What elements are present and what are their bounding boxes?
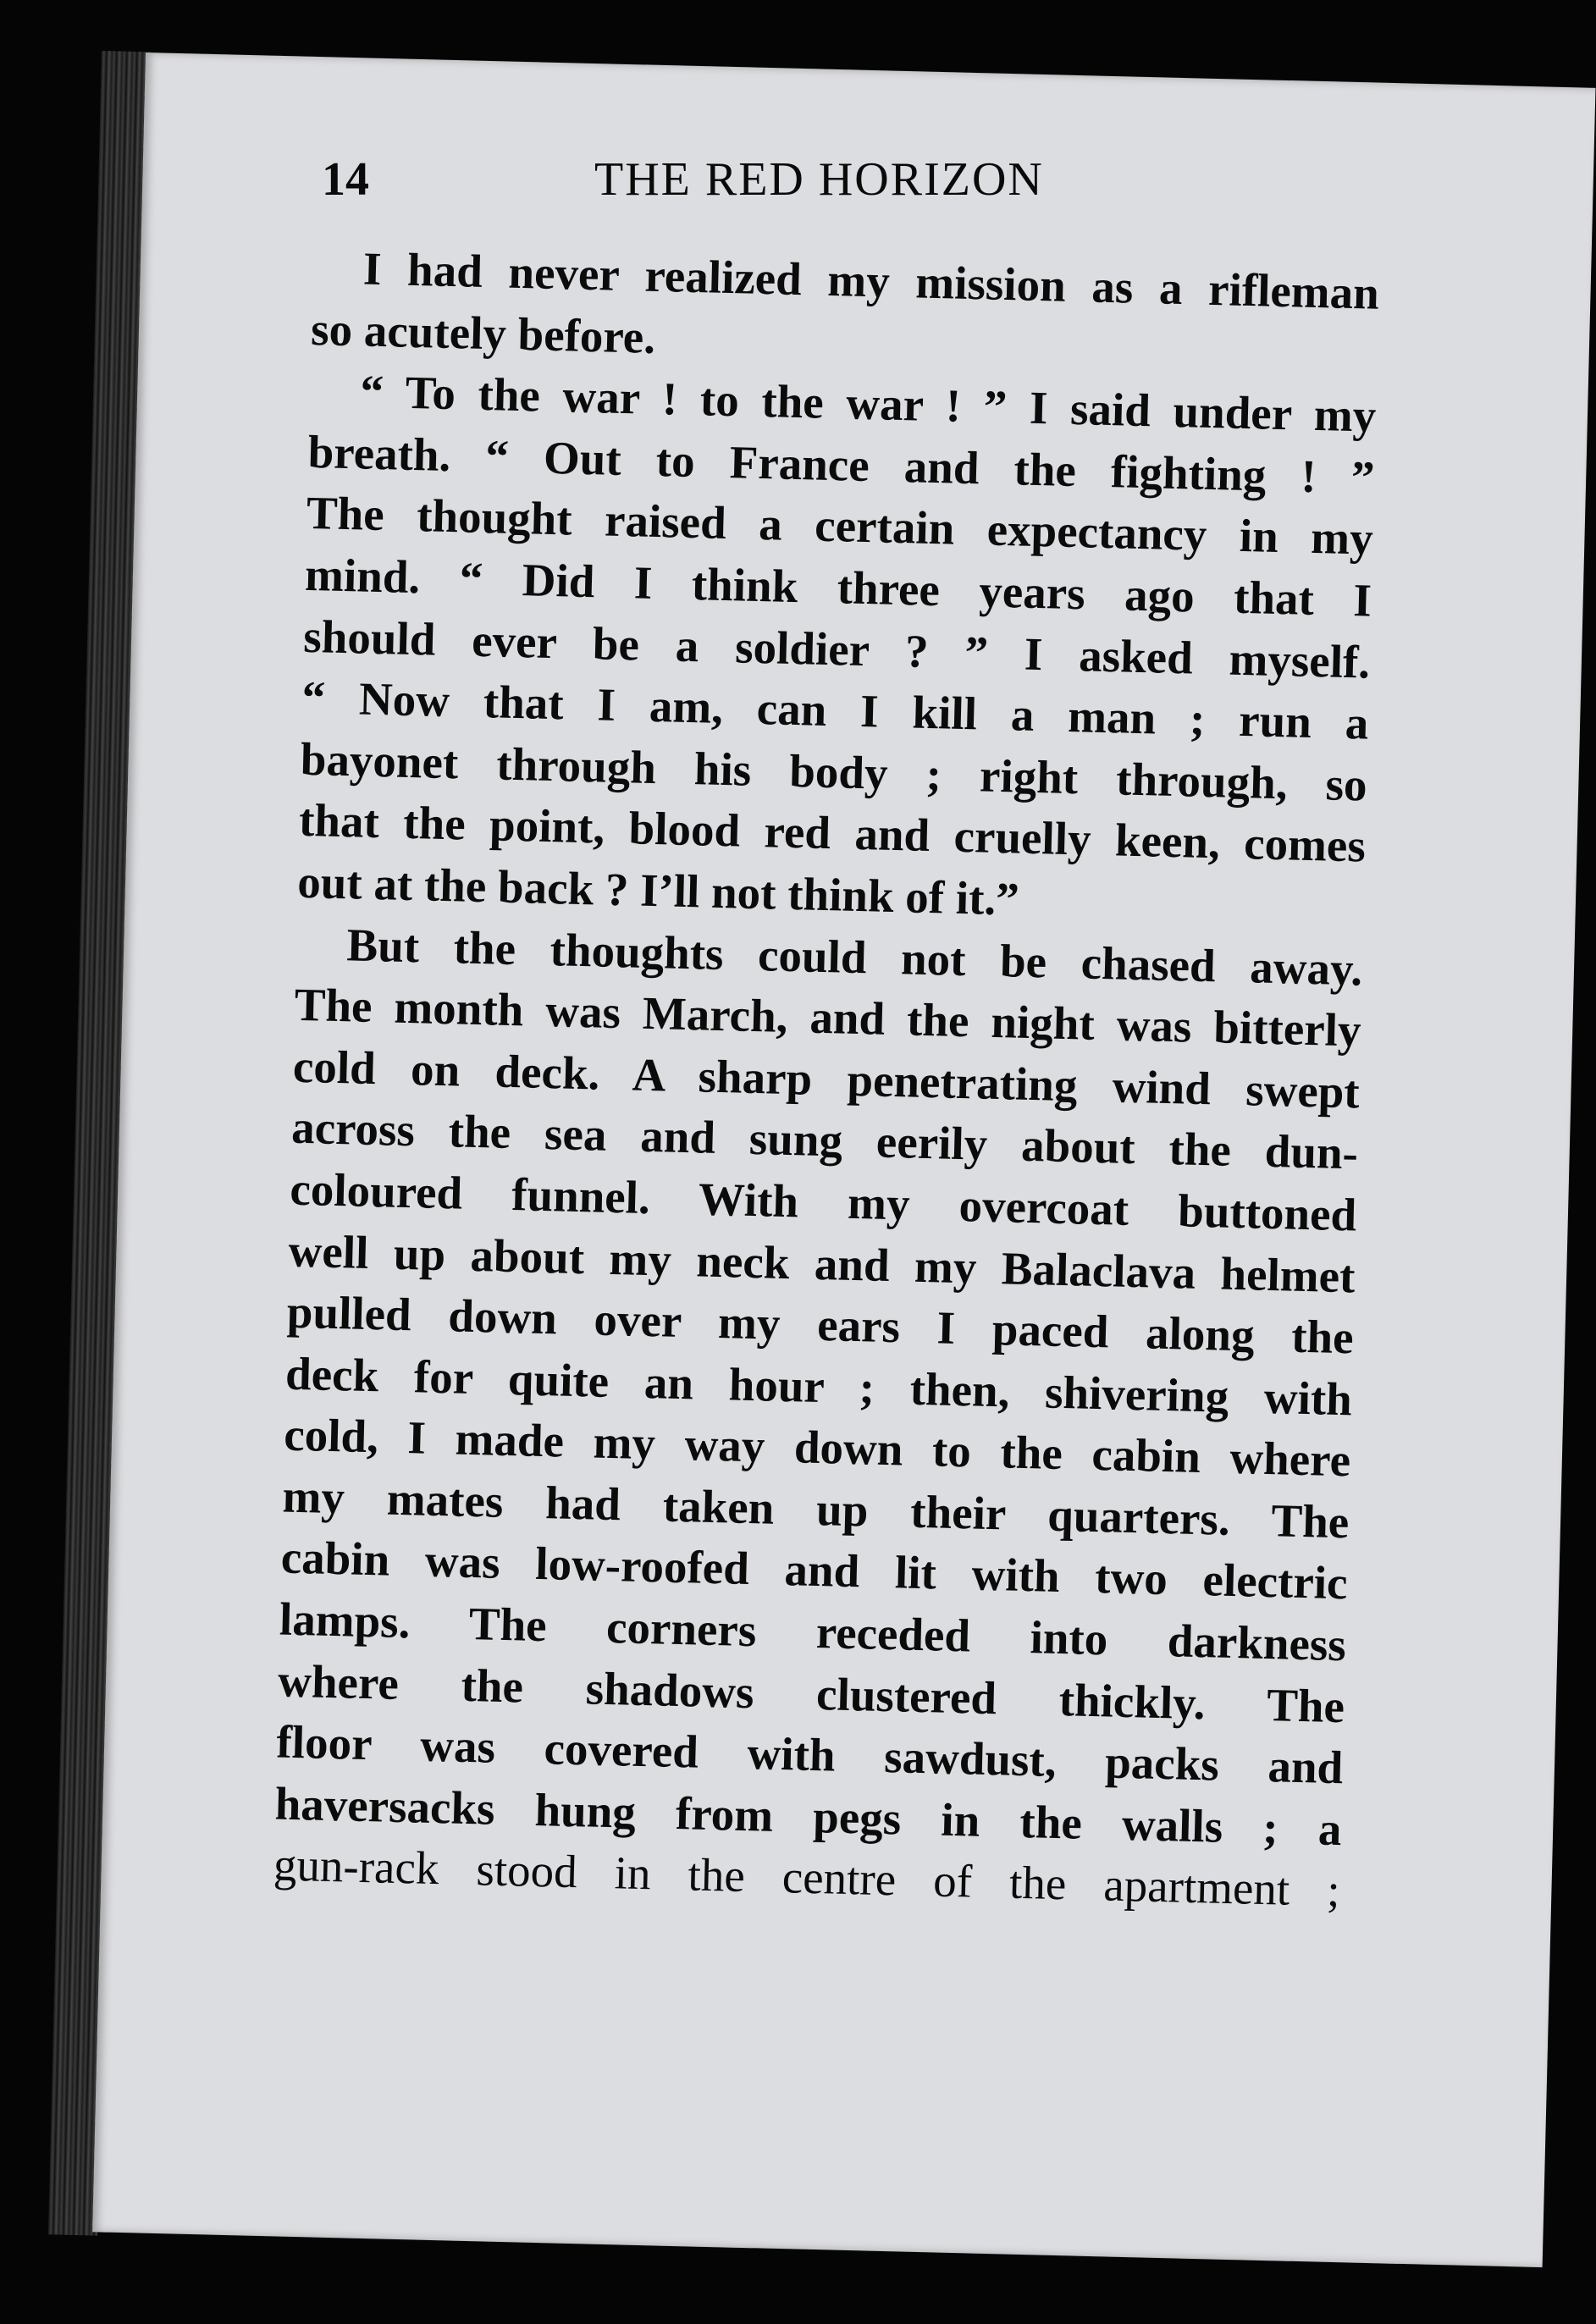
text-line: that the point, blood red and cruelly keen, comes xyxy=(298,794,1367,872)
text-line: floor was covered with sawdust, packs and xyxy=(275,1715,1344,1794)
text-line: pulled down over my ears I paced along the xyxy=(286,1285,1355,1364)
text-line: my mates had taken up their quarters. The xyxy=(281,1470,1350,1548)
text-line: mind. “ Did I think three years ago that I xyxy=(304,548,1372,627)
text-line: gun-rack stood in the centre of the apartment ; xyxy=(273,1838,1341,1917)
book-title: THE RED HORIZON xyxy=(594,153,1044,206)
text-line: “ Now that I am, can I kill a man ; run a xyxy=(301,671,1370,749)
text-line: deck for quite an hour ; then, shivering with xyxy=(284,1347,1353,1426)
text-line: coloured funnel. With my overcoat buttoned xyxy=(289,1162,1357,1241)
text-line: cold on deck. A sharp penetrating wind swept xyxy=(292,1040,1361,1118)
text-line: cabin was low-roofed and lit with two electric xyxy=(280,1532,1349,1609)
text-line: should ever be a soldier ? ” I asked myself. xyxy=(302,610,1371,688)
text-line: I had never realized my mission as a rifleman xyxy=(362,242,1380,319)
text-line: breath. “ Out to France and the fighting ! ” xyxy=(307,425,1376,504)
text-line: cold, I made my way down to the cabin where xyxy=(283,1408,1351,1487)
running-head xyxy=(322,152,1262,229)
text-line: The month was March, and the night was bitterly xyxy=(294,978,1362,1057)
text-line: so acutely before. xyxy=(310,302,656,363)
text-line: lamps. The corners receded into darkness xyxy=(279,1593,1347,1671)
text-line: across the sea and sung eerily about the dun- xyxy=(290,1101,1359,1179)
text-line: But the thoughts could not be chased away. xyxy=(345,918,1363,996)
page-number: 14 xyxy=(322,153,369,206)
body-text xyxy=(273,237,1380,1922)
text-line: The thought raised a certain expectancy in my xyxy=(306,487,1374,566)
text-line: well up about my neck and my Balaclava helmet xyxy=(288,1224,1356,1302)
text-line: where the shadows clustered thickly. The xyxy=(277,1654,1345,1732)
text-line: bayonet through his body ; right through, so xyxy=(300,732,1368,811)
text-line: out at the back ? I’ll not think of it.” xyxy=(296,855,1020,925)
text-line: “ To the war ! to the war ! ” I said under my xyxy=(359,365,1377,442)
text-line: haversacks hung from pegs in the walls ; a xyxy=(274,1777,1343,1856)
